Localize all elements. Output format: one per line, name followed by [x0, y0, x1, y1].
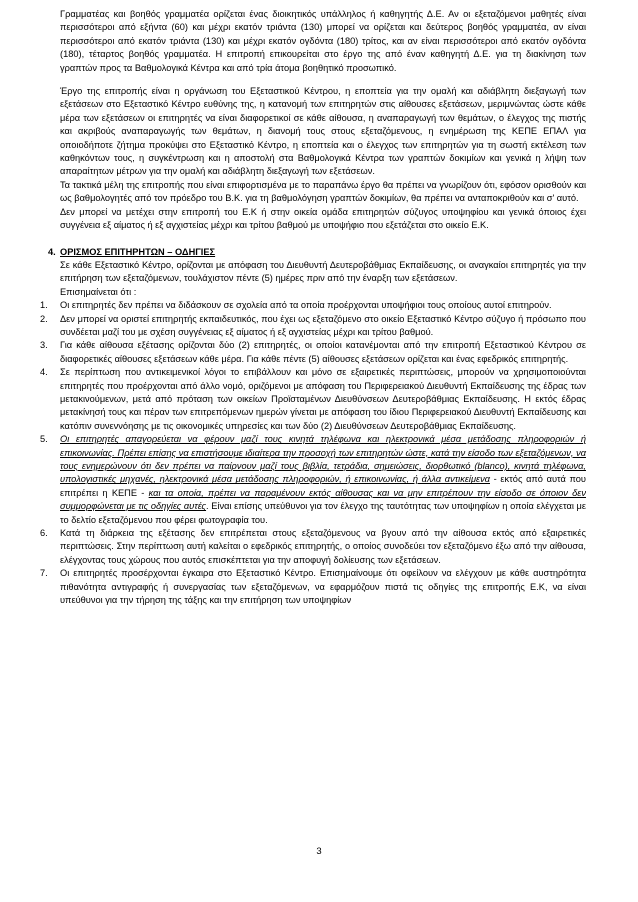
item-text: Για κάθε αίθουσα εξέτασης ορίζονται δύο (2) επιτηρητές, οι οποίοι κατανέμονται από την επιτροπή Εξεταστικού Κέντρου σε διαφορετικές αίθουσες εξετάσεων κάθε μέρα. Για κάθε πέντε (5) αίθουσες εξετάσεων ορίζεται και ένας εφεδρικός επιτηρητής.	[60, 340, 586, 364]
item-number: 3.	[40, 340, 48, 351]
item-number: 1.	[40, 300, 48, 311]
section-heading	[48, 246, 586, 259]
document-body	[40, 8, 586, 607]
list-item	[40, 567, 586, 607]
list-item	[40, 339, 586, 366]
list-item	[40, 433, 586, 527]
item-number: 4.	[40, 367, 48, 378]
intro-paragraph: Γραμματέας και βοηθός γραμματέα ορίζεται ένας διοικητικός υπάλληλος ή καθηγητής Δ.Ε. Αν οι εξεταζόμενοι μαθητές είναι περισσότεροι από εξήντα (60) και μέχρι εκατόν τριάντα (130) μπορεί να ορίζεται και δεύτερος βοηθός γραμματέα, αν είναι περισσότεροι από εκατόν τριάντα (130) και μέχρι εκατόν ογδόντα (180) τρίτος, και αν είναι περισσότεροι από εκατόν ογδόντα (180), τέταρτος βοηθός γραμματέα. Η επιτροπή επικουρείται στο έργο της από έναν καθηγητή Δ.Ε. για τη διακίνηση των γραπτών προς τα Βαθμολογικά Κέντρα και από τρία άτομα βοηθητικό προσωπικό.	[60, 9, 586, 73]
item-text: Δεν μπορεί να οριστεί επιτηρητής εκπαιδευτικός, που έχει ως εξεταζόμενο στο οικείο Εξεταστικό Κέντρο σύζυγο ή πρόσωπο που συνδέεται μαζί του με σχέση συγγένειας εξ αίματος ή εξ αγχιστείας μέχρι και τρίτου βαθμού.	[60, 313, 586, 337]
item-text: Κατά τη διάρκεια της εξέτασης δεν επιτρέπεται στους εξεταζόμενους να βγουν από την αίθουσα εκτός από εξαιρετικές περιπτώσεις. Στην περίπτωση αυτή καλείται ο εφεδρικός επιτηρητής, ο οποίος συνοδεύει τον εξεταζόμενο έξω από την αίθουσα, ελέγχοντας τους χώρους που αυτός επισκέπτεται για την αποφυγή δολίευσης των εξετάσεων.	[60, 528, 586, 565]
emphasized-text: Οι επιτηρητές απαγορεύεται να φέρουν μαζί τους κινητά τηλέφωνα και ηλεκτρονικά μέσα μετάδοσης πληροφοριών ή επικοινωνίας. Πρέπει επίσης να επιστήσουμε ιδιαίτερα την προσοχή των επιτηρητών ώστε, κατά την είσοδο των εξεταζόμενων, να τους ενημερώνουν ότι δεν πρέπει να παίρνουν μαζί τους βιβλία, τετράδια, σημειώσεις, διορθωτικό (blanco), κινητά τηλέφωνα, υπολογιστικές μηχανές, ηλεκτρονικά μέσα μετάδοσης πληροφοριών, ή επικοινωνίας, ή άλλα αντικείμενα	[60, 434, 586, 485]
section-intro: Σε κάθε Εξεταστικό Κέντρο, ορίζονται με απόφαση του Διευθυντή Δευτεροβάθμιας Εκπαίδευσης, οι αναγκαίοι επιτηρητές για την επιτήρηση των εξεταζόμενων, τουλάχιστον πέντε (5) ημέρες πριν από την έναρξη των εξετάσεων.	[60, 259, 586, 284]
item-text: Οι επιτηρητές δεν πρέπει να διδάσκουν σε σχολεία από τα οποία προέρχονται υποψήφιοι τους οποίους αυτοί επιτηρούν.	[60, 300, 552, 311]
item-number: 6.	[40, 528, 48, 539]
emphasized-text: και τα οποία, πρέπει να παραμένουν εκτός αίθουσας και να μην επιτρέπουν την είσοδο σε όποιον δεν συμμορφώνεται με τις οδηγίες αυτές	[60, 487, 586, 512]
section-title: ΟΡΙΣΜΟΣ ΕΠΙΤΗΡΗΤΩΝ – ΟΔΗΓΙΕΣ	[60, 246, 216, 257]
instruction-list	[40, 299, 586, 607]
list-item	[40, 313, 586, 340]
item-text	[60, 433, 586, 527]
list-item	[40, 527, 586, 567]
item-number: 5.	[40, 434, 48, 445]
item-number: 7.	[40, 568, 48, 579]
section-note: Επισημαίνεται ότι :	[60, 286, 137, 297]
intro-paragraph: Δεν μπορεί να μετέχει στην επιτροπή του Ε.Κ ή στην οικεία ομάδα επιτηρητών σύζυγος υποψηφίου και γενικά όποιος έχει συγγένεια εξ αίματος ή εξ αγχιστείας μέχρι και τρίτου βαθμού με υποψήφιο που εξετάζεται στο οικείο Ε.Κ.	[60, 206, 586, 231]
intro-paragraph: Έργο της επιτροπής είναι η οργάνωση του Εξεταστικού Κέντρου, η εποπτεία για την ομαλή και αδιάβλητη διεξαγωγή των εξετάσεων στο Εξεταστικό Κέντρο ευθύνης της, η κατανομή των επιτηρητών στις αίθουσες εξετάσεων, μεριμνώντας ώστε κάθε μέρα των εξετάσεων οι επιτηρητές να είναι διαφορετικοί σε κάθε αίθουσα, η αναπαραγωγή των θεμάτων, ο έλεγχος της πιστής και ακριβούς αναπαραγωγής των θεμάτων, η διανομή τους στους εξεταζόμενους, η ενημέρωση της ΚΕΠΕ ΕΠΑΛ για οποιοδήποτε ζήτημα προκύψει στο Εξεταστικό Κέντρο, η εποπτεία και ο έλεγχος των επιτηρητών για τη σωστή εκτέλεση των καθηκόντων τους, η συγκέντρωση και η αποστολή στα Βαθμολογικά Κέντρα των γραπτών δοκιμίων και γενικά η λήψη των απαραίτητων μέτρων για την ομαλή και αδιάβλητη διεξαγωγή των εξετάσεων.	[60, 86, 586, 177]
plain-text: . Είναι επίσης υπεύθυνοι για τον έλεγχο της ταυτότητας των υποψηφίων η οποία ελέγχεται με το δελτίο εξεταζόμενου που φέρει φωτογραφία του.	[60, 501, 586, 525]
item-text: Σε περίπτωση που αντικειμενικοί λόγοι το επιβάλλουν και μόνο σε εξαιρετικές περιπτώσεις, μπορούν να χρησιμοποιούνται επιτηρητές που προέρχονται από άλλο νομό, οριζόμενοι με απόφαση του Περιφερειακού Διευθυντή Εκπαίδευσης της έδρας των μετακινούμενων, μετά από πρόταση των οικείων Προϊσταμένων Διευθύνσεων Δευτεροβάθμιας Εκπαίδευσης. Η εκτός έδρας μετακίνησή τους και πέραν των επιτρεπόμενων ημερών γίνεται με απόφαση του ίδιου Περιφερειακού Διευθυντή Εκπαίδευσης και κατόπιν συνεννόησης με τις οικονομικές υπηρεσίες και των δύο (2) Διευθύνσεων Δευτεροβάθμιας Εκπαίδευσης.	[60, 367, 586, 431]
intro-paragraph: Τα τακτικά μέλη της επιτροπής που είναι επιφορτισμένα με το παραπάνω έργο θα πρέπει να γνωρίζουν ότι, εφόσον ορισθούν και ως βαθμολογητές από τον πρόεδρο του Β.Κ. για τη βαθμολόγηση γραπτών δοκιμίων, θα πρέπει να ανταποκριθούν και σ' αυτό.	[60, 179, 586, 204]
item-text: Οι επιτηρητές προσέρχονται έγκαιρα στο Εξεταστικό Κέντρο. Επισημαίνουμε ότι οφείλουν να ελέγχουν με κάθε αυστηρότητα πιθανότητα αντιγραφής ή συνεργασίας των εξεταζόμενων, να εφαρμόζουν πιστά τις οδηγίες της επιτροπής Ε.Κ, να είναι υπεύθυνοι για την τήρηση της τάξης και την επιτήρηση των υποψηφίων	[60, 568, 586, 606]
plain-text: - εκτός από αυτά που επιτρέπει η ΚΕΠΕ -	[60, 474, 586, 498]
list-item	[40, 299, 586, 312]
list-item	[40, 366, 586, 433]
item-number: 2.	[40, 313, 48, 324]
page-number: 3	[316, 846, 322, 857]
section-number: 4.	[48, 246, 56, 257]
